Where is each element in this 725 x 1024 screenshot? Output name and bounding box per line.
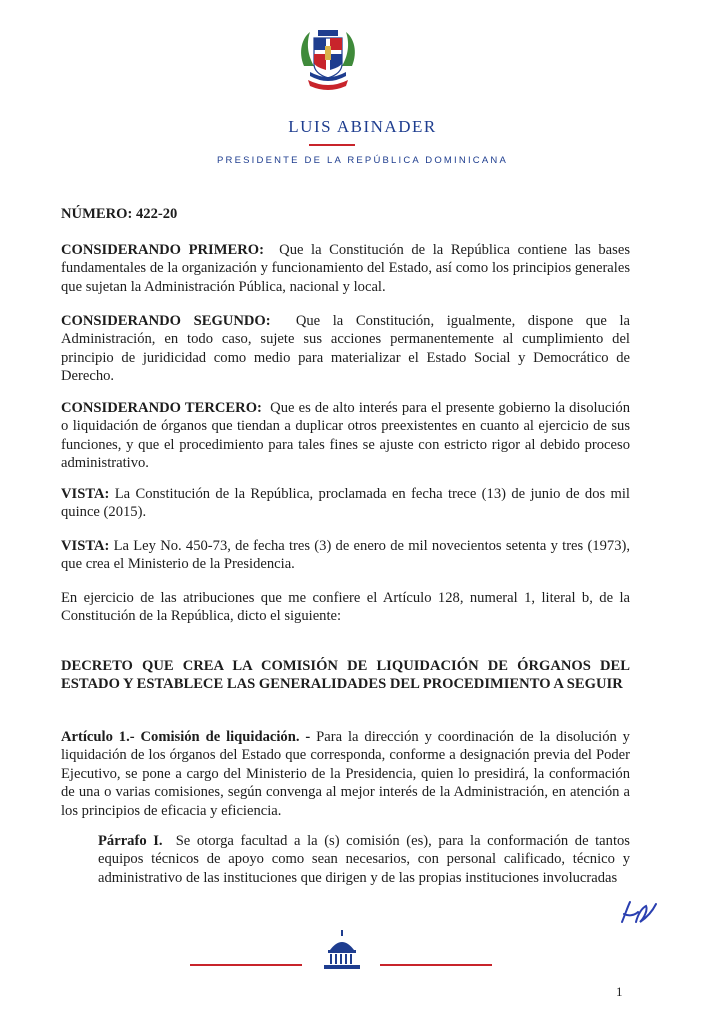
considerando-primero-label: CONSIDERANDO PRIMERO:	[61, 242, 264, 258]
parrafo-1-label: Párrafo I.	[98, 833, 163, 849]
vista-primera	[61, 485, 630, 522]
articulo-1-text: Para la dirección y coordinación de la disolución y liquidación de los órganos del Estado que corresponda, conforme a designación previa del Poder Ejecutivo, se pone a cargo del Ministerio de la Presidencia, quien lo presidirá, la conformación de una o varias comisiones, según convenga al mejor interés de la Administración, en atención a los principios de eficacia y eficiencia.	[61, 729, 630, 819]
considerando-primero	[61, 241, 630, 296]
considerando-tercero-text: Que es de alto interés para el presente gobierno la disolución o liquidación de órganos que tiendan a duplicar otros preexistentes en cuanto al ejercicio de sus funciones, y que el procedimiento para tales fines se ajuste con estricto rigor al debido proceso administrativo.	[61, 400, 630, 472]
parrafo-1-text: Se otorga facultad a la (s) comisión (es), para la conformación de tantos equipos técnicos de apoyo como sean necesarios, con personal calificado, técnico y administrativo de las instituciones que dirigen y de las propias instituciones involucradas	[98, 833, 630, 886]
articulo-1	[61, 728, 630, 820]
footer-rule-left	[190, 964, 302, 966]
ejercicio-paragraph: En ejercicio de las atribuciones que me confiere el Artículo 128, numeral 1, literal b, de la Constitución de la República, dicto el siguiente:	[61, 590, 630, 625]
considerando-tercero-label: CONSIDERANDO TERCERO:	[61, 400, 262, 416]
signature-initials-icon	[618, 898, 660, 928]
vista-segunda	[61, 537, 630, 574]
footer-rule-right	[380, 964, 492, 966]
decree-title: DECRETO QUE CREA LA COMISIÓN DE LIQUIDACIÓN DE ÓRGANOS DEL ESTADO Y ESTABLECE LAS GENERALIDADES DEL PROCEDIMIENTO A SEGUIR	[61, 658, 630, 693]
vista-primera-label: VISTA:	[61, 486, 110, 502]
president-name: LUIS ABINADER	[288, 117, 437, 136]
coat-of-arms-icon	[296, 26, 360, 96]
vista-primera-text: La Constitución de la República, proclamada en fecha trece (13) de junio de dos mil quince (2015).	[61, 486, 630, 521]
name-divider	[309, 144, 355, 146]
considerando-primero-text: Que la Constitución de la República contiene las bases fundamentales de la organización y funcionamiento del Estado, así como los principios generales que sujetan la Administración Pública, nacional y local.	[61, 242, 630, 295]
palace-dome-icon	[320, 930, 364, 970]
considerando-segundo-text: Que la Constitución, igualmente, dispone que la Administración, en todo caso, sujete sus acciones permanentemente al cumplimiento del principio de juridicidad como medio para materializar el Estado Social y Democrático de Derecho.	[61, 313, 631, 385]
decree-number: NÚMERO: 422-20	[61, 206, 178, 222]
vista-segunda-label: VISTA:	[61, 538, 110, 554]
considerando-segundo-label: CONSIDERANDO SEGUNDO:	[61, 313, 271, 329]
articulo-1-label: Artículo 1.- Comisión de liquidación. -	[61, 729, 311, 745]
considerando-segundo	[61, 312, 630, 386]
considerando-tercero	[61, 399, 630, 473]
vista-segunda-text: La Ley No. 450-73, de fecha tres (3) de enero de mil novecientos setenta y tres (1973), que crea el Ministerio de la Presidencia.	[61, 538, 630, 573]
parrafo-1	[98, 832, 630, 887]
president-title: PRESIDENTE DE LA REPÚBLICA DOMINICANA	[217, 155, 508, 166]
page-number: 1	[616, 984, 623, 999]
